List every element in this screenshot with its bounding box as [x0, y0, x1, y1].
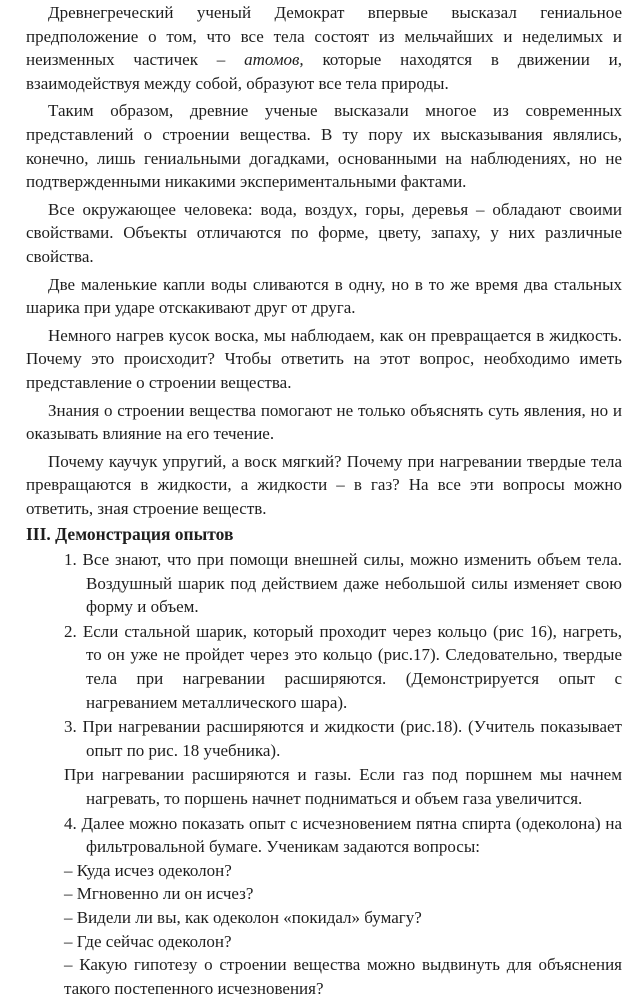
list-item: – Какую гипотезу о строении вещества можно выдвинуть для объяснения такого постепенного исчезновения?	[64, 955, 622, 998]
paragraph-ancient-ideas: Таким образом, древние ученые высказали многое из современных представлений о строении вещества. В ту пору их высказывания являлись, конечно, лишь гениальными догадками, основанными на наблюдениях, но не подтвержденными никакими экспериментальными фактами.	[26, 101, 622, 192]
item-3: 3. При нагревании расширяются и жидкости (рис.18). (Учитель показывает опыт по рис. 18 учебника).	[64, 717, 622, 760]
questions-list	[26, 859, 622, 1000]
item-2: 2. Если стальной шарик, который проходит через кольцо (рис 16), нагреть, то он уже не пройдет через это кольцо (рис.17). Следовательно, твердые тела при нагревании расширяются. (Демонстрируется опыт с нагреванием металлического шара).	[64, 621, 622, 712]
list-item: – Мгновенно ли он исчез?	[64, 884, 254, 904]
list-item: – Где сейчас одеколон?	[64, 931, 232, 951]
paragraph-democritus-after: которые находятся в движении и, взаимодействуя между собой, образуют все тела природы.	[26, 50, 622, 93]
paragraph-rubber-questions: Почему каучук упругий, а воск мягкий? Почему при нагревании твердые тела превращаются в жидкости, а жидкости – в газ? На все эти вопросы можно ответить, зная строение веществ.	[26, 451, 622, 518]
paragraph-water-drops: Две маленькие капли воды сливаются в одну, но в то же время два стальных шарика при ударе отскакивают друг от друга.	[26, 274, 622, 318]
item-1: 1. Все знают, что при помощи внешней силы, можно изменить объем тела. Воздушный шарик под действием даже небольшой силы изменяет свою форму и объем.	[64, 550, 622, 617]
emphasis-atoms: атомов,	[244, 50, 304, 70]
paragraph-gas: При нагревании расширяются и газы. Если газ под поршнем мы начнем нагревать, то поршень начнет подниматься и объем газа увеличится.	[64, 765, 622, 808]
paragraph-knowledge: Знания о строении вещества помогают не только объяснять суть явления, но и оказывать влияние на его течение.	[26, 400, 622, 444]
paragraph-wax: Немного нагрев кусок воска, мы наблюдаем, как он превращается в жидкость. Почему это происходит? Чтобы ответить на этот вопрос, необходимо иметь представление о строении вещества.	[26, 325, 622, 392]
list-item: – Куда исчез одеколон?	[64, 860, 232, 880]
paragraph-democritus	[26, 1, 622, 95]
paragraph-democritus-before: Древнегреческий ученый Демократ впервые высказал гениальное предположение о том, что все тела состоят из мельчайших и неделимых и неизменных частичек –	[26, 3, 622, 70]
item-4: 4. Далее можно показать опыт с исчезновением пятна спирта (одеколона) на фильтровальной бумаге. Ученикам задаются вопросы:	[64, 813, 622, 857]
section-heading: III. Демонстрация опытов	[26, 524, 234, 545]
paragraph-surroundings: Все окружающее человека: вода, воздух, горы, деревья – обладают своими свойствами. Объекты отличаются по форме, цвету, запаху, у них различные свойства.	[26, 199, 622, 266]
list-item: – Видели ли вы, как одеколон «покидал» бумагу?	[64, 907, 422, 927]
